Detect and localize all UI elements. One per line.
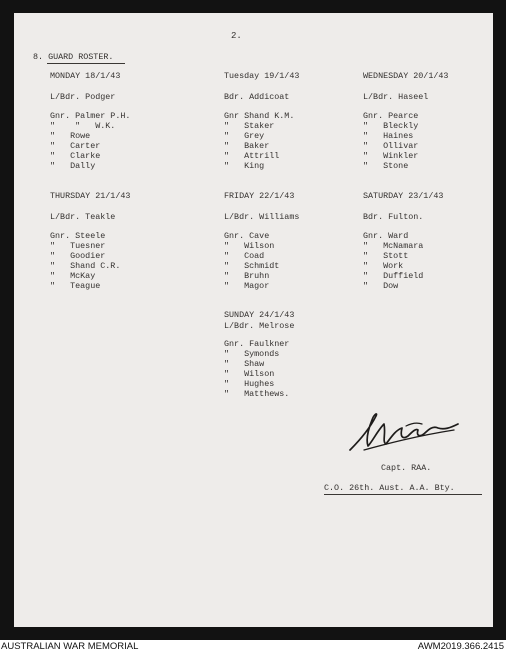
nco-name: Bdr. Fulton. [363, 212, 424, 222]
gunner-entry: " " W.K. [50, 121, 116, 131]
nco-name: L/Bdr. Podger [50, 92, 116, 102]
roster-day-tuesday [224, 71, 299, 171]
gunner-entry: " Grey [224, 131, 265, 141]
day-heading: THURSDAY 21/1/43 [50, 191, 131, 201]
roster-day-thursday [50, 191, 130, 291]
gunner-entry: " Haines [363, 131, 414, 141]
gunner-entry: " Bleckly [363, 121, 419, 131]
gunner-list [224, 339, 294, 399]
gunner-entry: " Wilson [224, 369, 275, 379]
gunner-list [50, 231, 130, 291]
gunner-entry: Gnr. Palmer P.H. [50, 111, 131, 121]
gunner-entry: " Shaw [224, 359, 265, 369]
gunner-list [363, 231, 443, 291]
day-heading: Tuesday 19/1/43 [224, 71, 300, 81]
gunner-entry: " Rowe [50, 131, 91, 141]
gunner-entry: " Schmidt [224, 261, 280, 271]
gunner-entry: " Shand C.R. [50, 261, 121, 271]
nco-name: L/Bdr. Teakle [50, 212, 116, 222]
gunner-entry: Gnr Shand K.M. [224, 111, 295, 121]
gunner-entry: Gnr. Ward [363, 231, 409, 241]
gunner-entry: Gnr. Cave [224, 231, 270, 241]
gunner-entry: " Matthews. [224, 389, 290, 399]
gunner-entry: " Dow [363, 281, 399, 291]
nco-name: L/Bdr. Melrose [224, 321, 295, 331]
day-heading: MONDAY 18/1/43 [50, 71, 121, 81]
gunner-entry: " Carter [50, 141, 101, 151]
gunner-entry: " Staker [224, 121, 275, 131]
section-heading: 8. GUARD ROSTER. [33, 52, 114, 62]
gunner-list [50, 111, 130, 171]
gunner-entry: " Ollivar [363, 141, 419, 151]
gunner-entry: " Work [363, 261, 404, 271]
roster-day-sunday [224, 310, 294, 399]
gunner-entry: " Bruhn [224, 271, 270, 281]
gunner-entry: " Stone [363, 161, 409, 171]
heading-underline [47, 63, 125, 64]
gunner-list [363, 111, 448, 171]
page-number: 2. [231, 31, 242, 41]
footer-accession-number: AWM2019.366.2415 [417, 641, 504, 652]
gunner-entry: " Duffield [363, 271, 424, 281]
gunner-entry: " Goodier [50, 251, 106, 261]
gunner-entry: " Hughes [224, 379, 275, 389]
day-heading: FRIDAY 22/1/43 [224, 191, 295, 201]
handwritten-signature [346, 406, 461, 456]
day-heading: WEDNESDAY 20/1/43 [363, 71, 449, 81]
gunner-entry: Gnr. Steele [50, 231, 106, 241]
nco-name: L/Bdr. Williams [224, 212, 300, 222]
gunner-entry: " Dally [50, 161, 96, 171]
nco-name: Bdr. Addicoat [224, 92, 290, 102]
gunner-list [224, 231, 299, 291]
gunner-entry: " Teague [50, 281, 101, 291]
gunner-entry: " Attrill [224, 151, 280, 161]
roster-day-wednesday [363, 71, 448, 171]
gunner-entry: " Tuesner [50, 241, 106, 251]
gunner-entry: " McKay [50, 271, 96, 281]
officer-rank: Capt. RAA. [381, 463, 432, 473]
gunner-entry: Gnr. Pearce [363, 111, 419, 121]
roster-day-saturday [363, 191, 443, 291]
gunner-entry: " Wilson [224, 241, 275, 251]
gunner-entry: " Magor [224, 281, 270, 291]
day-heading: SATURDAY 23/1/43 [363, 191, 444, 201]
gunner-entry: " Coad [224, 251, 265, 261]
day-heading: SUNDAY 24/1/43 [224, 310, 295, 320]
gunner-entry: " Stott [363, 251, 409, 261]
gunner-entry: " Symonds [224, 349, 280, 359]
gunner-entry: " Winkler [363, 151, 419, 161]
unit-underline [324, 494, 482, 495]
roster-day-friday [224, 191, 299, 291]
gunner-entry: " Baker [224, 141, 270, 151]
gunner-entry: " Clarke [50, 151, 101, 161]
gunner-entry: " McNamara [363, 241, 424, 251]
roster-day-monday [50, 71, 130, 171]
footer-institution: AUSTRALIAN WAR MEMORIAL [1, 641, 139, 652]
nco-name: L/Bdr. Haseel [363, 92, 429, 102]
gunner-entry: Gnr. Faulkner [224, 339, 290, 349]
document-page [14, 13, 493, 627]
gunner-list [224, 111, 299, 171]
gunner-entry: " King [224, 161, 265, 171]
officer-unit: C.O. 26th. Aust. A.A. Bty. [324, 483, 455, 493]
